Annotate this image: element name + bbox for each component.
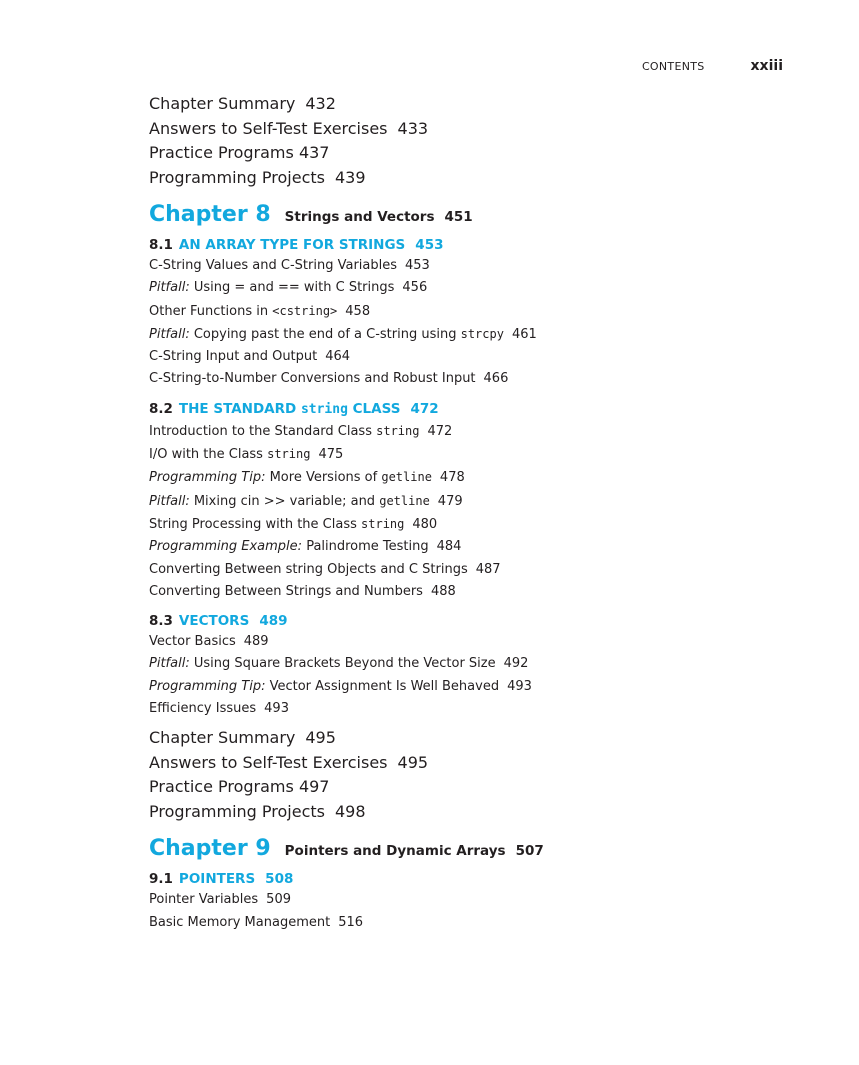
toc-entry[interactable]: Programming Example: Palindrome Testing 484	[149, 539, 462, 555]
toc-entry[interactable]: Programming Tip: Vector Assignment Is Well Behaved 493	[149, 678, 532, 694]
page-number: xxiii	[750, 58, 783, 74]
toc-entry[interactable]: Other Functions in <cstring> 458	[149, 303, 371, 319]
toc-entry[interactable]: Basic Memory Management 516	[149, 914, 364, 930]
section-heading-8-1[interactable]: 8.1 AN ARRAY TYPE FOR STRINGS 453	[149, 237, 444, 253]
toc-entry[interactable]: Pitfall: Mixing cin >> variable; and getline 479	[149, 493, 463, 509]
section-entries-8-1	[149, 255, 789, 391]
toc-entry[interactable]: String Processing with the Class string 480	[149, 516, 438, 532]
table-of-contents	[149, 92, 789, 934]
toc-entry[interactable]: Programming Projects 498	[149, 801, 366, 821]
toc-entry[interactable]: Programming Projects 439	[149, 167, 366, 187]
toc-entry[interactable]: Pitfall: Using = and == with C Strings 456	[149, 280, 428, 296]
section-heading-9-1[interactable]: 9.1 POINTERS 508	[149, 871, 294, 888]
toc-entry[interactable]: Chapter Summary 495	[149, 728, 336, 748]
running-header	[642, 58, 783, 74]
chapter-heading-8[interactable]	[149, 202, 789, 227]
chapter-title: Strings and Vectors 451	[284, 209, 473, 225]
toc-entry[interactable]: Converting Between Strings and Numbers 488	[149, 583, 456, 599]
toc-entry[interactable]: Practice Programs 437	[149, 143, 330, 162]
section-entries-9-1	[149, 889, 789, 934]
toc-entry[interactable]: C-String Input and Output 464	[149, 349, 351, 365]
toc-entry[interactable]: C-String Values and C-String Variables 453	[149, 258, 430, 273]
section-entries-8-2	[149, 420, 789, 603]
toc-entry[interactable]: Efficiency Issues 493	[149, 701, 289, 717]
chapter-end-matter-7	[149, 92, 789, 190]
toc-entry[interactable]: Pointer Variables 509	[149, 892, 291, 908]
chapter-number: Chapter 8	[149, 202, 271, 227]
section-heading-8-3[interactable]: 8.3 VECTORS 489	[149, 613, 288, 630]
toc-entry[interactable]: Chapter Summary 432	[149, 94, 336, 113]
toc-entry[interactable]: Converting Between string Objects and C Strings 487	[149, 561, 501, 577]
toc-entry[interactable]: C-String-to-Number Conversions and Robust Input 466	[149, 371, 509, 387]
chapter-end-matter-8	[149, 726, 789, 824]
chapter-number: Chapter 9	[149, 836, 271, 862]
toc-entry[interactable]: Programming Tip: More Versions of getline 478	[149, 470, 465, 486]
toc-entry[interactable]: Vector Basics 489	[149, 634, 269, 650]
section-heading-8-2[interactable]: 8.2 THE STANDARD string CLASS 472	[149, 400, 439, 417]
toc-entry[interactable]: Answers to Self-Test Exercises 495	[149, 752, 429, 772]
chapter-heading-9[interactable]	[149, 836, 789, 861]
toc-entry[interactable]: Practice Programs 497	[149, 777, 330, 797]
toc-entry[interactable]: Pitfall: Copying past the end of a C-string using strcpy 461	[149, 326, 537, 342]
section-entries-8-3	[149, 631, 789, 720]
toc-entry[interactable]: Answers to Self-Test Exercises 433	[149, 118, 429, 138]
toc-entry[interactable]: Pitfall: Using Square Brackets Beyond the Vector Size 492	[149, 656, 529, 672]
running-header-label: CONTENTS	[641, 60, 705, 73]
toc-entry[interactable]: I/O with the Class string 475	[149, 447, 344, 463]
chapter-title: Pointers and Dynamic Arrays 507	[284, 843, 544, 860]
toc-entry[interactable]: Introduction to the Standard Class string 472	[149, 423, 453, 439]
